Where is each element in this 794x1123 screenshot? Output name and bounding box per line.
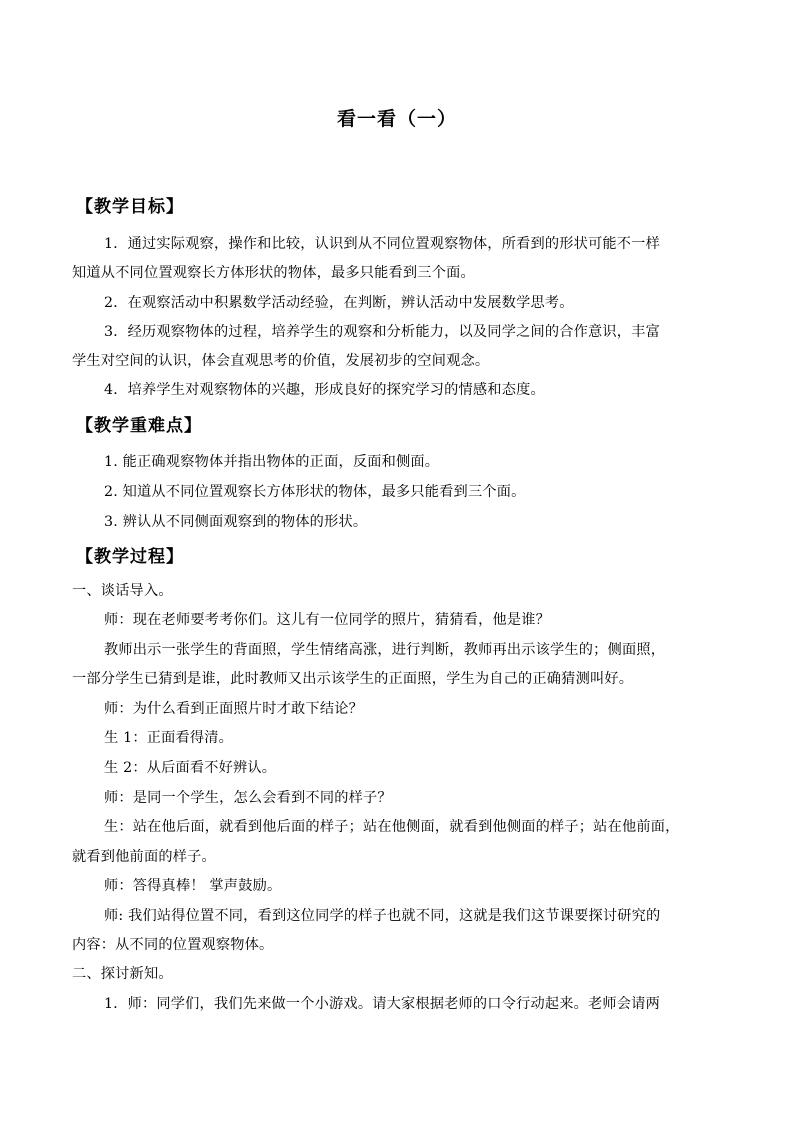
paragraph-line: 师：答得真棒！ 掌声鼓励。	[104, 878, 282, 894]
paragraph-line: 3．经历观察物体的过程，培养学生的观察和分析能力，以及同学之间的合作意识，丰富	[104, 324, 660, 340]
paragraph-line: 生 2：从后面看不好辨认。	[104, 760, 277, 776]
paragraph-line: 生：站在他后面，就看到他后面的样子；站在他侧面，就看到他侧面的样子；站在他前面，	[104, 819, 680, 835]
paragraph-line: 师：是同一个学生，怎么会看到不同的样子？	[104, 790, 392, 806]
paragraph-line: 生 1：正面看得清。	[104, 730, 234, 746]
section-heading-process: 【教学过程】	[76, 547, 184, 567]
paragraph-line: 二、探讨新知。	[72, 966, 173, 982]
paragraph-line: 内容：从不同的位置观察物体。	[72, 937, 274, 953]
section-heading-goals: 【教学目标】	[76, 197, 184, 217]
paragraph-line: 就看到他前面的样子。	[72, 849, 216, 865]
paragraph-line: 1．师：同学们，我们先来做一个小游戏。请大家根据老师的口令行动起来。老师会请两	[104, 996, 660, 1012]
paragraph-line: 教师出示一张学生的背面照，学生情绪高涨，进行判断，教师再出示该学生的；侧面照，	[104, 642, 666, 658]
paragraph-line: 师：为什么看到正面照片时才敢下结论？	[104, 701, 363, 717]
paragraph-line: 2．在观察活动中积累数学活动经验，在判断，辨认活动中发展数学思考。	[104, 295, 574, 311]
paragraph-line: 1. 能正确观察物体并指出物体的正面，反面和侧面。	[104, 454, 440, 470]
paragraph-line: 4．培养学生对观察物体的兴趣，形成良好的探究学习的情感和态度。	[104, 382, 545, 398]
page-title: 看一看（一）	[336, 108, 457, 130]
paragraph-line: 1．通过实际观察，操作和比较，认识到从不同位置观察物体，所看到的形状可能不一样	[104, 236, 660, 252]
paragraph-line: 知道从不同位置观察长方体形状的物体，最多只能看到三个面。	[72, 265, 475, 281]
section-heading-key-points: 【教学重难点】	[76, 416, 202, 436]
paragraph-line: 师: 我们站得位置不同，看到这位同学的样子也就不同，这就是我们这节课要探讨研究的	[104, 908, 661, 924]
paragraph-line: 3. 辨认从不同侧面观察到的物体的形状。	[104, 514, 368, 530]
paragraph-line: 师：现在老师要考考你们。这儿有一位同学的照片，猜猜看，他是谁？	[104, 612, 551, 628]
paragraph-line: 一部分学生已猜到是谁，此时教师又出示该学生的正面照，学生为自己的正确猜测叫好。	[72, 671, 634, 687]
paragraph-line: 2. 知道从不同位置观察长方体形状的物体，最多只能看到三个面。	[104, 484, 526, 500]
paragraph-line: 一、谈话导入。	[72, 583, 173, 599]
paragraph-line: 学生对空间的认识，体会直观思考的价值，发展初步的空间观念。	[72, 353, 490, 369]
